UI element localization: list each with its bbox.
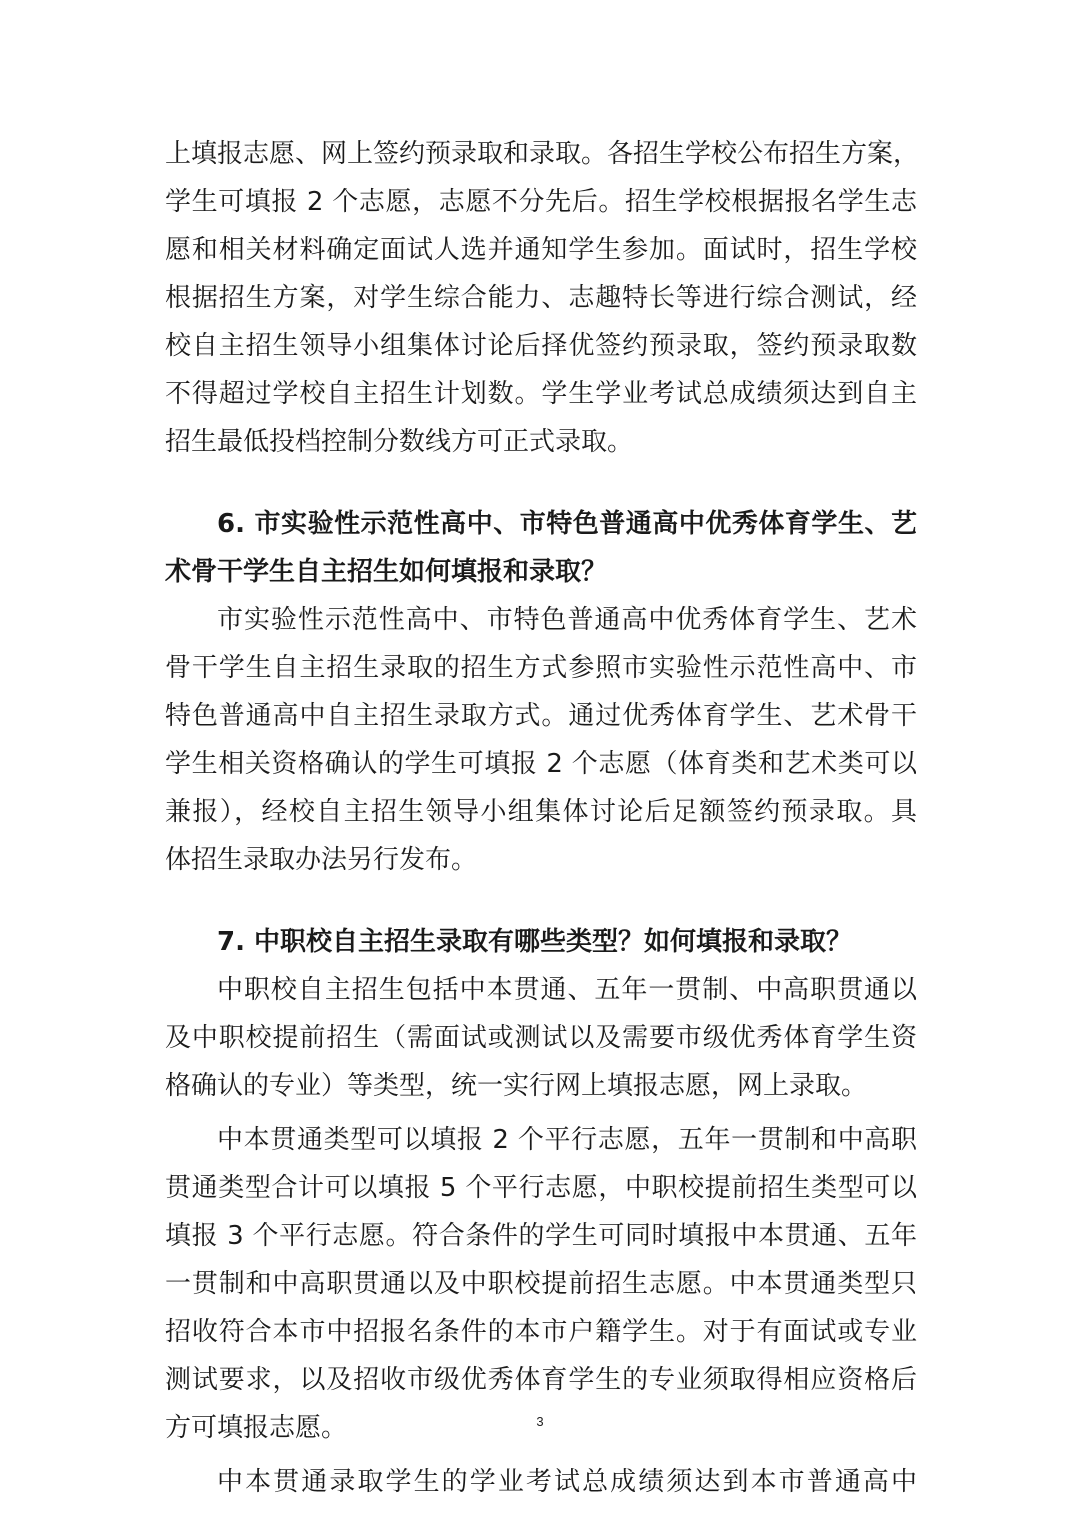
text-line: 校自主招生领导小组集体讨论后择优签约预录取，签约预录取数 [165, 331, 917, 361]
section-7-heading: 7. 中职校自主招生录取有哪些类型？如何填报和录取？ [217, 927, 853, 957]
text-line: 不得超过学校自主招生计划数。学生学业考试总成绩须达到自主 [165, 379, 917, 409]
text-line: 上填报志愿、网上签约预录取和录取。各招生学校公布招生方案， [165, 139, 920, 169]
text-line: 学生可填报 2 个志愿，志愿不分先后。招生学校根据报名学生志 [165, 187, 917, 217]
text-line: 骨干学生自主招生录取的招生方式参照市实验性示范性高中、市 [165, 653, 917, 683]
section-7-paragraph-1 [165, 966, 917, 1110]
text-line: 及中职校提前招生（需面试或测试以及需要市级优秀体育学生资 [165, 1023, 917, 1053]
section-6-heading: 6. 市实验性示范性高中、市特色普通高中优秀体育学生、艺 [217, 509, 917, 539]
text-line: 特色普通高中自主招生录取方式。通过优秀体育学生、艺术骨干 [165, 701, 917, 731]
text-line: 招生最低投档控制分数线方可正式录取。 [165, 427, 634, 457]
text-line: 体招生录取办法另行发布。 [165, 845, 478, 875]
text-line: 格确认的专业）等类型，统一实行网上填报志愿，网上录取。 [165, 1071, 868, 1101]
text-line: 一贯制和中高职贯通以及中职校提前招生志愿。中本贯通类型只 [165, 1269, 917, 1299]
section-7-paragraph-2 [165, 1116, 917, 1452]
text-line: 招收符合本市中招报名条件的本市户籍学生。对于有面试或专业 [165, 1317, 917, 1347]
spacer [165, 884, 917, 918]
text-line: 根据招生方案，对学生综合能力、志趣特长等进行综合测试，经 [165, 283, 917, 313]
section-6 [165, 500, 917, 884]
text-line: 愿和相关材料确定面试人选并通知学生参加。面试时，招生学校 [165, 235, 917, 265]
text-line: 兼报），经校自主招生领导小组集体讨论后足额签约预录取。具 [165, 797, 917, 827]
section-7-paragraph-3 [165, 1458, 917, 1506]
text-line: 市实验性示范性高中、市特色普通高中优秀体育学生、艺术 [217, 605, 917, 635]
spacer [165, 466, 917, 500]
paragraph-prev-section [165, 130, 920, 466]
text-line: 填报 3 个平行志愿。符合条件的学生可同时填报中本贯通、五年 [165, 1221, 917, 1251]
text-line: 中职校自主招生包括中本贯通、五年一贯制、中高职贯通以 [217, 975, 917, 1005]
text-line: 贯通类型合计可以填报 5 个平行志愿，中职校提前招生类型可以 [165, 1173, 917, 1203]
text-line: 中本贯通录取学生的学业考试总成绩须达到本市普通高中 [217, 1467, 917, 1497]
section-6-heading-cont: 术骨干学生自主招生如何填报和录取？ [165, 557, 608, 587]
text-line: 中本贯通类型可以填报 2 个平行志愿，五年一贯制和中高职 [217, 1125, 917, 1155]
text-line: 方可填报志愿。 [165, 1413, 348, 1443]
page-number: 3 [536, 1414, 544, 1429]
document-page [165, 130, 920, 1506]
text-line: 测试要求，以及招收市级优秀体育学生的专业须取得相应资格后 [165, 1365, 917, 1395]
text-line: 学生相关资格确认的学生可填报 2 个志愿（体育类和艺术类可以 [165, 749, 917, 779]
